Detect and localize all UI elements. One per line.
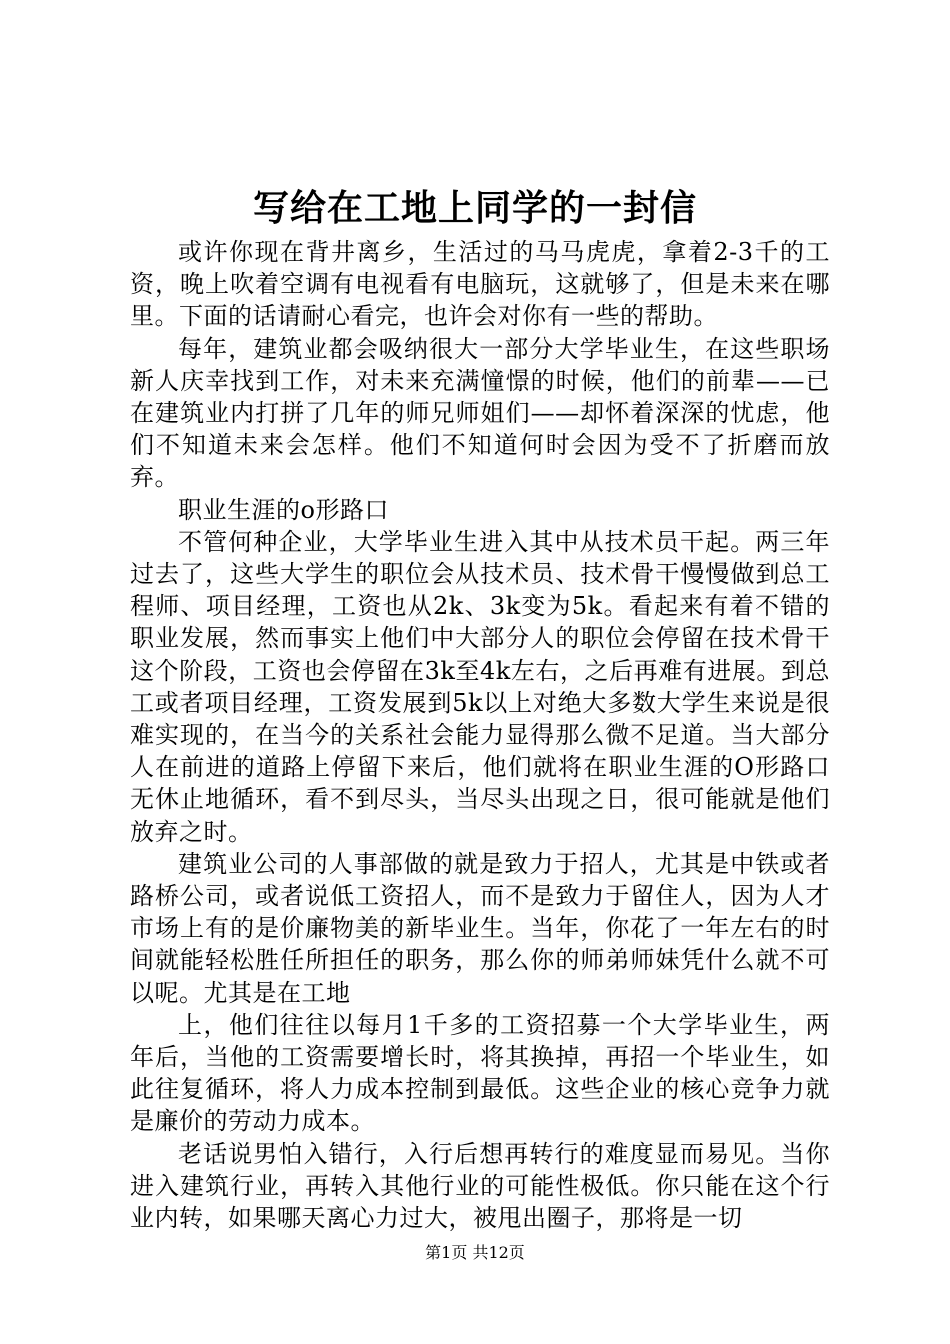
section-heading: 职业生涯的o形路口 — [178, 495, 389, 524]
page-footer: 第1页 共12页 — [425, 1243, 525, 1262]
body-paragraph: 不管何种企业，大学毕业生进入其中从技术员干起。两三年过去了，这些大学生的职位会从技术员、技术骨干慢慢做到总工程师、项目经理，工资也从2k、3k变为5k。看起来有着不错的职业发展，然而事实上他们中大部分人的职位会停留在技术骨干这个阶段，工资也会停留在3k至4k左右，之后再难有进展。到总工或者项目经理，工资发展到5k以上对绝大多数大学生来说是很难实现的，在当今的关系社会能力显得那么微不足道。当大部分人在前进的道路上停留下来后，他们就将在职业生涯的O形路口无休止地循环，看不到尽头，当尽头出现之日，很可能就是他们放弃之时。 — [130, 527, 830, 846]
body-paragraph: 上，他们往往以每月1千多的工资招募一个大学毕业生，两年后，当他的工资需要增长时，将其换掉，再招一个毕业生，如此往复循环，将人力成本控制到最低。这些企业的核心竞争力就是廉价的劳动力成本。 — [130, 1010, 830, 1136]
body-paragraph: 每年，建筑业都会吸纳很大一部分大学毕业生，在这些职场新人庆幸找到工作，对未来充满憧憬的时候，他们的前辈——已在建筑业内打拼了几年的师兄师姐们——却怀着深深的忧虑，他们不知道未来会怎样。他们不知道何时会因为受不了折磨而放弃。 — [130, 334, 830, 492]
document-body — [130, 236, 830, 1234]
body-paragraph: 建筑业公司的人事部做的就是致力于招人，尤其是中铁或者路桥公司，或者说低工资招人，而不是致力于留住人，因为人才市场上有的是价廉物美的新毕业生。当年，你花了一年左右的时间就能轻松胜任所担任的职务，那么你的师弟师妹凭什么就不可以呢。尤其是在工地 — [130, 849, 830, 1007]
document-title: 写给在工地上同学的一封信 — [252, 187, 697, 229]
body-paragraph: 老话说男怕入错行，入行后想再转行的难度显而易见。当你进入建筑行业，再转入其他行业的可能性极低。你只能在这个行业内转，如果哪天离心力过大，被甩出圈子，那将是一切 — [130, 1139, 830, 1233]
body-paragraph: 或许你现在背井离乡，生活过的马马虎虎，拿着2-3千的工资，晚上吹着空调有电视看有电脑玩，这就够了，但是未来在哪里。下面的话请耐心看完，也许会对你有一些的帮助。 — [130, 238, 830, 331]
